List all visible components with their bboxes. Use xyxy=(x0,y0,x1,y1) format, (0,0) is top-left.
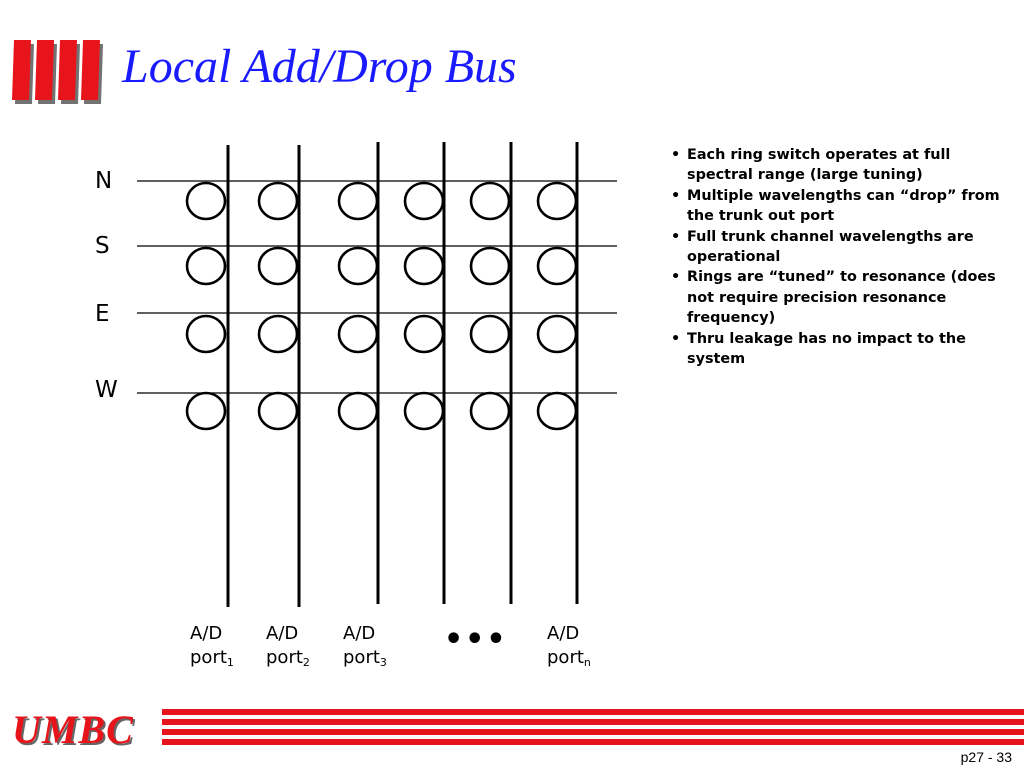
port-label-2-subscript: 2 xyxy=(302,656,310,669)
ring-resonator xyxy=(187,183,225,219)
bullet-item: • Multiple wavelengths can “drop” from the trunk out port xyxy=(668,186,1004,227)
ring-resonator xyxy=(339,183,377,219)
title-stripes-icon xyxy=(10,40,110,104)
ring-resonators xyxy=(187,183,576,429)
ring-resonator xyxy=(339,316,377,352)
port-label-1 xyxy=(190,622,234,675)
ring-resonator xyxy=(259,248,297,284)
port-label-n xyxy=(547,622,591,675)
port-label-3-line2: port xyxy=(343,647,380,668)
ring-resonator xyxy=(187,248,225,284)
ring-resonator xyxy=(538,183,576,219)
ring-resonator xyxy=(339,393,377,429)
ring-resonator xyxy=(405,316,443,352)
ring-resonator xyxy=(405,393,443,429)
port-label-3 xyxy=(343,622,387,675)
port-label-1-subscript: 1 xyxy=(226,656,234,669)
bullet-item: • Full trunk channel wavelengths are operational xyxy=(668,227,1004,268)
port-label-n-line1: A/D xyxy=(547,623,580,644)
more-ports-ellipsis: ••• xyxy=(444,622,508,657)
bus-label-n: N xyxy=(95,168,113,194)
ring-resonator xyxy=(405,183,443,219)
ring-resonator xyxy=(259,393,297,429)
bullet-item: • Thru leakage has no impact to the system xyxy=(668,329,1004,370)
port-label-3-subscript: 3 xyxy=(379,656,387,669)
footer-stripes xyxy=(162,709,1024,749)
ring-resonator xyxy=(187,316,225,352)
bus-label-s: S xyxy=(95,233,110,259)
port-label-n-subscript: n xyxy=(583,656,591,669)
port-label-3-line1: A/D xyxy=(343,623,376,644)
umbc-logo: UMBC xyxy=(12,707,134,752)
ring-resonator xyxy=(259,316,297,352)
bus-label-e: E xyxy=(95,301,110,327)
bullet-item: • Each ring switch operates at full spectral range (large tuning) xyxy=(668,145,1004,186)
ring-resonator xyxy=(538,248,576,284)
ring-resonator xyxy=(339,248,377,284)
ring-resonator xyxy=(471,183,509,219)
port-label-2-line1: A/D xyxy=(266,623,299,644)
bullet-list xyxy=(668,145,1004,369)
ring-resonator xyxy=(538,393,576,429)
ring-resonator xyxy=(471,248,509,284)
slide-title: Local Add/Drop Bus xyxy=(122,40,517,93)
ring-resonator xyxy=(471,316,509,352)
bullet-item: • Rings are “tuned” to resonance (does not require precision resonance frequency) xyxy=(668,267,1004,328)
ring-resonator xyxy=(259,183,297,219)
port-label-2-line2: port xyxy=(266,647,303,668)
bus-label-w: W xyxy=(95,377,118,403)
port-label-1-line1: A/D xyxy=(190,623,223,644)
port-label-n-line2: port xyxy=(547,647,584,668)
ring-resonator xyxy=(538,316,576,352)
ring-resonator xyxy=(187,393,225,429)
page-number: p27 - 33 xyxy=(960,749,1012,765)
ring-resonator xyxy=(471,393,509,429)
ring-resonator xyxy=(405,248,443,284)
port-label-2 xyxy=(266,622,310,675)
port-label-1-line2: port xyxy=(190,647,227,668)
